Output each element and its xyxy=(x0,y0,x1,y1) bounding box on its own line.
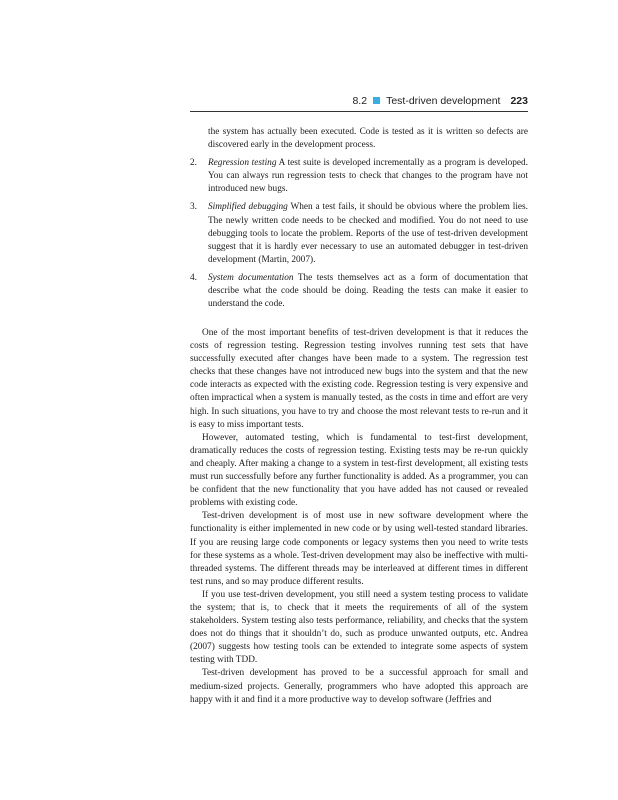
numbered-list xyxy=(190,126,528,316)
square-bullet-icon xyxy=(373,97,380,104)
list-item-text: The tests themselves act as a form of documentation that describe what the code should be doing. Reading the tests can make it easier to understand the code. xyxy=(208,272,528,310)
page-number: 223 xyxy=(510,95,528,107)
header-rule xyxy=(190,111,528,112)
list-item xyxy=(190,272,528,311)
paragraph: Test-driven development has proved to be a successful approach for small and medium-sized projects. Generally, programmers who have adopted this approach are happy with it and find it a more productive way to develop software (Jeffries and xyxy=(190,668,528,705)
list-item-number: 2. xyxy=(190,158,197,169)
body-text xyxy=(190,327,528,707)
list-item-text: When a test fails, it should be obvious where the problem lies. The newly written code needs to be checked and modified. You do not need to use debugging tools to locate the problem. Reports of the use of test-driven development suggest that it is hardly ever necessary to use an automated debugger in test-driven development (Martin, 2007). xyxy=(208,202,528,265)
list-item-text: A test suite is developed incrementally as a program is developed. You can always run regression tests to check that changes to the program have not introduced new bugs. xyxy=(208,158,528,195)
list-item-number: 4. xyxy=(190,272,197,283)
section-number: 8.2 xyxy=(352,95,368,107)
paragraph: Test-driven development is of most use in new software development where the functionality is either implemented in new code or by using well-tested standard libraries. If you are reusing large code components or legacy systems then you need to write tests for these systems as a whole. Test-driven development may also be ineffective with multi-threaded systems. The different threads may be interleaved at different times in different test runs, and so may produce different results. xyxy=(190,511,528,587)
list-item-term: System documentation xyxy=(208,272,294,283)
paragraph: One of the most important benefits of test-driven development is that it reduces the costs of regression testing. Regression testing involves running test sets that have successfully executed after changes have been made to a system. The regression test checks that these changes have not introduced new bugs into the system and that the new code interacts as expected with the existing code. Regression testing is very expensive and often impractical when a system is manually tested, as the costs in time and effort are very high. In such situations, you have to try and choose the most relevant tests to re-run and it is easy to miss important tests. xyxy=(190,328,528,430)
paragraph: However, automated testing, which is fundamental to test-first development, dramatically reduces the costs of regression testing. Existing tests may be re-run quickly and cheaply. After making a change to a system in test-first development, all existing tests must run successfully before any further functionality is added. As a programmer, you can be confident that the new functionality that you have added has not caused or revealed problems with existing code. xyxy=(190,432,528,509)
list-item-continuation: the system has actually been executed. Code is tested as it is written so defects are discovered early in the development process. xyxy=(208,127,528,151)
section-title: Test-driven development xyxy=(386,95,501,107)
list-item-term: Simplified debugging xyxy=(208,202,288,213)
list-item-term: Regression testing xyxy=(208,158,277,169)
running-head xyxy=(190,95,528,107)
paragraph: If you use test-driven development, you still need a system testing process to validate the system; that is, to check that it meets the requirements of all of the system stakeholders. System testing also tests performance, reliability, and checks that the system does not do things that it shouldn’t do, such as produce unwanted outputs, etc. Andrea (2007) suggests how testing tools can be extended to integrate some aspects of system testing with TDD. xyxy=(190,589,528,666)
list-item xyxy=(190,157,528,196)
list-item xyxy=(190,201,528,266)
list-item-number: 3. xyxy=(190,202,197,213)
